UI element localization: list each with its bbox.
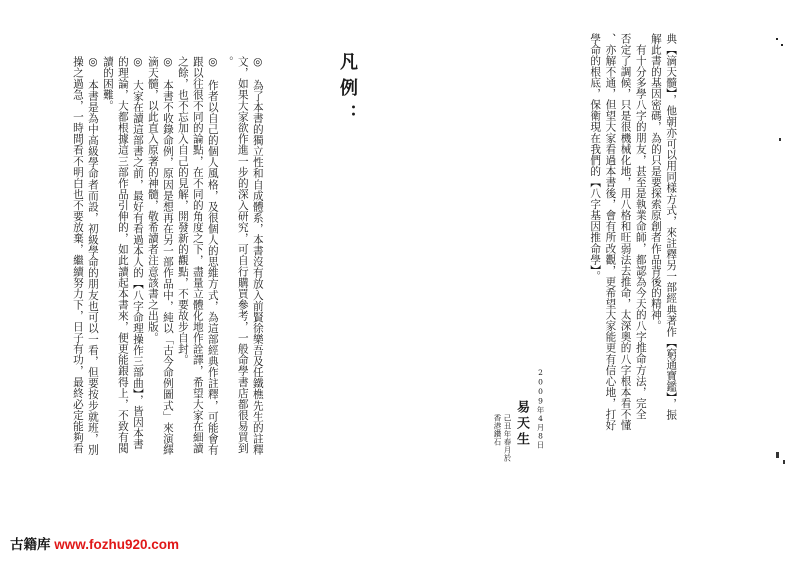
- guideline-column: 跟以往很不同的論點，在不同的角度之下，盡量立體化地作詮譯，希望大家在細讀: [191, 56, 204, 454]
- guideline-column: 之餘，也不忘加入自己的見解，開發新的觀點，不要故步自封。: [176, 56, 189, 366]
- section-heading: 凡例：: [337, 52, 358, 130]
- signature-date: 2009年4月8日: [536, 368, 545, 449]
- preface-text-block: [585, 33, 676, 454]
- scan-speck: [781, 44, 783, 46]
- guideline-column: 的理論，大都根據這三部作品引伸的，如此讀起本書來，便更能銀得上，不致有閱: [116, 56, 129, 454]
- site-watermark: [10, 533, 179, 553]
- preface-column: 、亦解不通，但望大家看過本書後，會有所改觀，更希望大家能更有信心地，打好: [604, 33, 617, 431]
- guideline-column: ◎ 本書是為中高級學命者而設，初級學命的朋友也可以一看，但要按步就班，別: [86, 56, 99, 456]
- preface-column: 否定了調候，只是很機械化地，用八格和旺弱法去推命，太深奧的八字根本看不懂: [619, 33, 632, 431]
- preface-column: 典【滴天髓】，他朝亦可以用同樣方式，來註釋另一部經典著作【窮通寶鑑】，振: [665, 33, 678, 421]
- guideline-column: 滴天髓，以此直入原著的神髓，敬希讀者注意該書之出版。: [146, 56, 159, 344]
- author-signature: 易天生: [514, 400, 529, 448]
- scan-speck: [783, 460, 785, 464]
- guideline-column: ◎ 為了本書的獨立性和自成體系，本書沒有放入前賢徐樂吾及任鐵樵先生的註釋: [251, 56, 264, 456]
- guideline-column: ◎ 本書不收錄命例，原因是想再在另一部作品中，純以「古今命例圖式」來演繹: [161, 56, 174, 456]
- signature-place-line: 己丑年春月於: [503, 414, 512, 462]
- scan-speck: [776, 452, 779, 458]
- scan-speck: [776, 38, 778, 40]
- preface-column: 學命的根底，保衛現在我們的【八字基因推命學】。: [589, 33, 602, 282]
- guideline-column: 。: [221, 56, 234, 68]
- guidelines-text-block: [68, 56, 263, 460]
- guideline-column: 讀的困難。: [101, 56, 114, 112]
- site-name: 古籍库: [10, 537, 51, 552]
- guideline-column: 操之過急，一時間看不明白也不要放棄，繼續努力下，日子有功，最終必定能夠看: [71, 56, 84, 454]
- guideline-column: 文，如果大家欲作進一步的深入研究，可自行購買參考，一般命學書店都很易買到: [236, 56, 249, 454]
- preface-column: 解此書的基因密碼，為的只是要探索原創者作品背後的精神。: [649, 33, 662, 332]
- preface-column: 有十分多學八字的朋友，甚至是執業命師，都認為今天的八字推命方法，完全: [634, 44, 647, 420]
- signature-place-line: 香港鑽石: [493, 414, 502, 446]
- scan-speck: [779, 138, 781, 141]
- site-url: www.fozhu920.com: [54, 537, 180, 552]
- guideline-column: ◎ 作者以自己的個人風格，及很個人的思維方式，為這部經典作註釋，可能會有: [206, 56, 219, 456]
- guideline-column: ◎ 大家在讀這部書之前，最好有看過本人的【八字命理操作三部曲】，皆因本書: [131, 56, 144, 450]
